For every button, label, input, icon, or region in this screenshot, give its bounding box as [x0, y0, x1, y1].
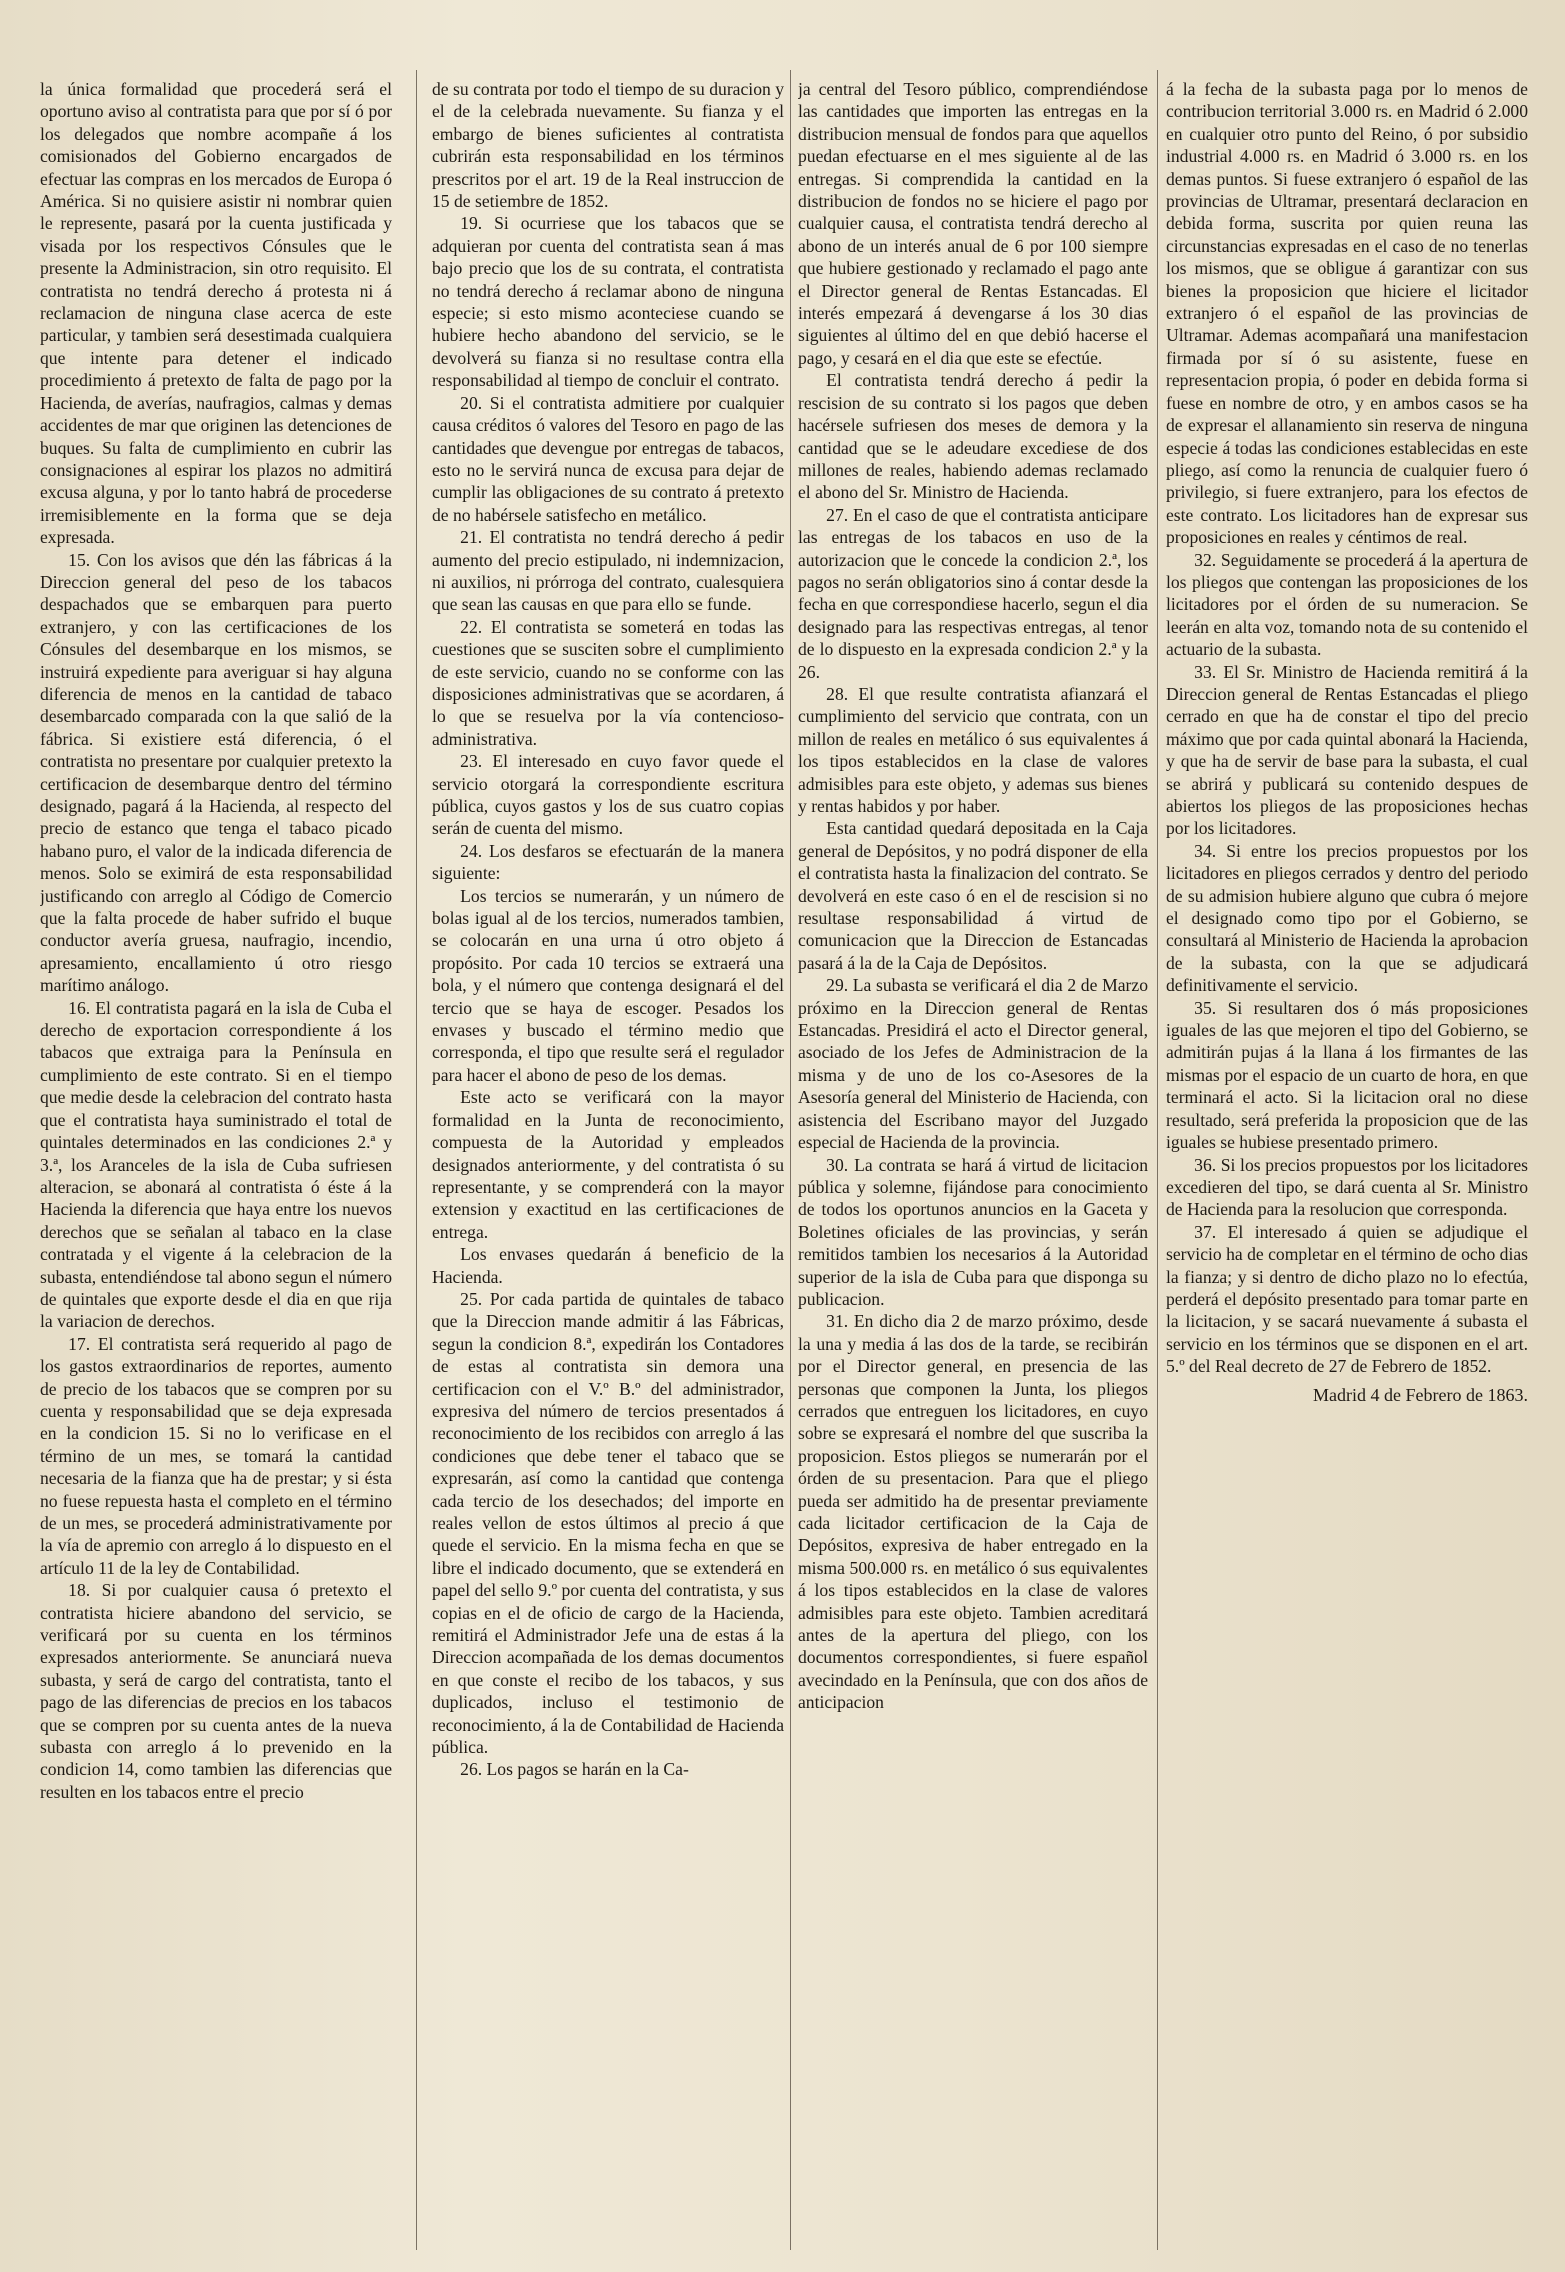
paragraph: Los envases quedarán á beneficio de la Hacienda.: [432, 1244, 784, 1287]
text-column-3: [798, 78, 1148, 2248]
clause-19: 19. Si ocurriese que los tabacos que se adquieran por cuenta del contratista sean á mas bajo precio que los de su contrata, el contratista no tendrá derecho á reclamar abono de ninguna especie; si esto mismo aconteciese cuando se hubiere hecho abandono del servicio, se le devolverá su fianza si no resultase contra ella responsabilidad al tiempo de concluir el contrato.: [432, 213, 784, 391]
clause-27: 27. En el caso de que el contratista anticipare las entregas de los tabacos en uso de la autorizacion que le concede la condicion 2.ª, los pagos no serán obligatorios sino á contar desde la fecha en que correspondiese hacerlo, segun el dia designado para las respectivas entregas, al tenor de lo dispuesto en la expresada condicion 2.ª y la 26.: [798, 504, 1148, 682]
clause-20: 20. Si el contratista admitiere por cualquier causa créditos ó valores del Tesoro en pago de las cantidades que devengue por entregas de tabacos, esto no le servirá nunca de excusa para dejar de cumplir las obligaciones de su contrato á pretexto de no habérsele satisfecho en metálico.: [432, 392, 784, 525]
clause-24: 24. Los desfaros se efectuarán de la manera siguiente:: [432, 840, 784, 884]
text-column-2: [432, 78, 784, 2248]
clause-37: 37. El interesado á quien se adjudique el servicio ha de completar en el término de ocho dias la fianza; y si dentro de dicho plazo no lo efectúa, perderá el depósito presentado para tomar parte en la licitacion, y se sacará nuevamente á subasta el servicio en los términos que se disponen en el art. 5.º del Real decreto de 27 de Febrero de 1852.: [1166, 1221, 1528, 1377]
clause-29: 29. La subasta se verificará el dia 2 de Marzo próximo en la Direccion general de Rentas Estancadas. Presidirá el acto el Director general, asociado de los Jefes de Administracion de la misma y de uno de los co-Asesores de la Asesoría general del Ministerio de Hacienda, con asistencia del Escribano mayor del Juzgado especial de Hacienda de la provincia.: [798, 975, 1148, 1153]
clause-23: 23. El interesado en cuyo favor quede el servicio otorgará la correspondiente escritura pública, cuyos gastos y los de sus cuatro copias serán de cuenta del mismo.: [432, 751, 784, 839]
clause-25: 25. Por cada partida de quintales de tabaco que la Direccion mande admitir á las Fábricas, segun la condicion 8.ª, expedirán los Contadores de estas al contratista sin demora una certificacion con el V.º B.º del administrador, expresiva del número de tercios presentados á reconocimiento de los recibidos con arreglo á las condiciones que debe tener el tabaco que se expresarán, así como la cantidad que contenga cada tercio de los desechados; del importe en reales vellon de estos últimos al precio á que quede el servicio. En la misma fecha en que se libre el indicado documento, que se extenderá en papel del sello 9.º por cuenta del contratista, y sus copias en el de oficio de cargo de la Hacienda, remitirá el Administrador Jefe una de estas á la Direccion acompañada de los demas documentos en que conste el recibo de los tabacos, y sus duplicados, incluso el testimonio de reconocimiento, á la de Contabilidad de Hacienda pública.: [432, 1288, 784, 1758]
paragraph: Este acto se verificará con la mayor formalidad en la Junta de reconocimiento, compuesta de la Autoridad y empleados designados anteriormente, y del contratista ó su representante, y se comprenderá con la mayor extension y exactitud en las certificaciones de entrega.: [432, 1087, 784, 1242]
paragraph: ja central del Tesoro público, comprendiéndose las cantidades que importen las entregas en la distribucion mensual de fondos para que aquellos puedan efectuarse en el mes siguiente al de las entregas. Si comprendida la cantidad en la distribucion de fondos no se hiciere el pago por cualquier causa, el contratista tendrá derecho al abono de un interés anual de 6 por 100 siempre que hubiere gestionado y reclamado el pago ante el Director general de Rentas Estancadas. El interés empezará á devengarse á los 30 dias siguientes al último del en que debió hacerse el pago, y cesará en el dia que este se efectúe.: [798, 79, 1148, 368]
paragraph: la única formalidad que procederá será el oportuno aviso al contratista para que por sí ó por los delegados que nombre acompañe á los comisionados del Gobierno encargados de efectuar las compras en los mercados de Europa ó América. Si no quisiere asistir ni nombrar quien le represente, pasará por la cuenta justificada y visada por los respectivos Cónsules que le presente la Administracion, sin otro requisito. El contratista no tendrá derecho á protesta ni á reclamacion de ninguna clase acerca de este particular, y tambien será desestimada cualquiera que intente para detener el indicado procedimiento á pretexto de falta de pago por la Hacienda, de averías, naufragios, calmas y demas accidentes de mar que originen las detenciones de buques. Su falta de cumplimiento en cubrir las consignaciones al espirar los plazos no admitirá excusa alguna, y por lo tanto habrá de procederse irremisiblemente en la forma que se deja expresada.: [40, 79, 392, 548]
clause-28: 28. El que resulte contratista afianzará el cumplimiento del servicio que contrata, con un millon de reales en metálico ó sus equivalentes á los tipos establecidos en la clase de valores admisibles para este objeto, y ademas sus bienes y rentas habidos y por haber.: [798, 683, 1148, 816]
clause-36: 36. Si los precios propuestos por los licitadores excedieren del tipo, se dará cuenta al Sr. Ministro de Hacienda para la resolucion que corresponda.: [1166, 1154, 1528, 1220]
paragraph: Los tercios se numerarán, y un número de bolas igual al de los tercios, numerados tambien, se colocarán en una urna ú otro objeto á propósito. Por cada 10 tercios se extraerá una bola, y el número que contenga designará el del tercio que se haya de escoger. Pesados los envases y buscado el término medio que corresponda, el tipo que resulte será el regulador para hacer el abono de peso de los demas.: [432, 885, 784, 1085]
clause-26: 26. Los pagos se harán en la Ca-: [460, 1759, 689, 1780]
clause-18: 18. Si por cualquier causa ó pretexto el contratista hiciere abandono del servicio, se verificará por su cuenta en los términos expresados anteriormente. Se anunciará nueva subasta, y será de cargo del contratista, tanto el pago de las diferencias de precios en los tabacos que se compren por su cuenta antes de la nueva subasta con arreglo á lo prevenido en la condicion 14, como tambien las diferencias que resulten en los tabacos entre el precio: [40, 1580, 392, 1802]
clause-21: 21. El contratista no tendrá derecho á pedir aumento del precio estipulado, ni indemnizacion, ni auxilios, ni prórroga del contrato, cualesquiera que sean las causas en que para ello se funde.: [432, 527, 784, 615]
clause-22: 22. El contratista se someterá en todas las cuestiones que se susciten sobre el cumplimiento de este servicio, cuando no se conforme con las disposiciones administrativas que se acordaren, á lo que se resuelva por la vía contencioso-administrativa.: [432, 616, 784, 749]
paragraph: Esta cantidad quedará depositada en la Caja general de Depósitos, y no podrá disponer de ella el contratista hasta la finalizacion del contrato. Se devolverá en este caso ó en el de rescision si no resultase responsabilidad á virtud de comunicacion que la Direccion de Estancadas pasará á la de la Caja de Depósitos.: [798, 818, 1148, 973]
clause-31: 31. En dicho dia 2 de marzo próximo, desde la una y media á las dos de la tarde, se recibirán por el Director general, en presencia de las personas que componen la Junta, los pliegos cerrados que entreguen los licitadores, en cuyo sobre se expresará el nombre del que suscriba la proposicion. Estos pliegos se numerarán por el órden de su presentacion. Para que el pliego pueda ser admitido ha de presentar previamente cada licitador certificacion de la Caja de Depósitos, expresiva de haber entregado en la misma 500.000 rs. en metálico ó sus equivalentes á los tipos establecidos en la clase de valores admisibles para este objeto. Tambien acreditará antes de la apertura del pliego, con los documentos correspondientes, si fuere español avecindado en la Península, que con dos años de anticipacion: [798, 1311, 1148, 1713]
text-column-1: [40, 78, 392, 2248]
paragraph: El contratista tendrá derecho á pedir la rescision de su contrato si los pagos que deben hacérsele sufriesen dos meses de demora y la cantidad que se le adeudare excediese de dos millones de reales, habiendo ademas reclamado el abono del Sr. Ministro de Hacienda.: [798, 370, 1148, 503]
clause-17: 17. El contratista será requerido al pago de los gastos extraordinarios de reportes, aumento de precio de los tabacos que se compren por su cuenta y responsabilidad que se deja expresada en la condicion 15. Si no lo verificase en el término de un mes, se tomará la cantidad necesaria de la fianza que ha de prestar; y si ésta no fuese repuesta hasta el completo en el término de un mes, se procederá administrativamente por la vía de apremio con arreglo á lo dispuesto en el artículo 11 de la ley de Contabilidad.: [40, 1333, 392, 1578]
signature-date: Madrid 4 de Febrero de 1863.: [1313, 1384, 1528, 1405]
clause-34: 34. Si entre los precios propuestos por los licitadores en pliegos cerrados y dentro del periodo de su admision hubiere alguno que cubra ó mejore el designado como tipo por el Gobierno, se consultará al Ministerio de Hacienda la aprobacion de la subasta, con la que se adjudicará definitivamente el servicio.: [1166, 840, 1528, 996]
clause-33: 33. El Sr. Ministro de Hacienda remitirá á la Direccion general de Rentas Estancadas el pliego cerrado en que ha de constar el tipo del precio máximo que por cada quintal abonará la Hacienda, y que ha de servir de base para la subasta, el cual se abrirá y publicará su contenido despues de abiertos los pliegos de las proposiciones hechas por los licitadores.: [1166, 661, 1528, 839]
clause-30: 30. La contrata se hará á virtud de licitacion pública y solemne, fijándose para conocimiento de todos los oportunos anuncios en la Gaceta y Boletines oficiales de las provincias, y serán remitidos tambien los necesarios á la Autoridad superior de la isla de Cuba para que disponga su publicacion.: [798, 1154, 1148, 1309]
paragraph: de su contrata por todo el tiempo de su duracion y el de la celebrada nuevamente. Su fianza y el embargo de bienes suficientes al contratista cubrirán esta responsabilidad en los términos prescritos por el art. 19 de la Real instruccion de 15 de setiembre de 1852.: [432, 79, 784, 212]
column-rule: [790, 70, 791, 2250]
text-column-4: [1166, 78, 1528, 2248]
column-rule: [1157, 70, 1158, 2250]
clause-15: 15. Con los avisos que dén las fábricas á la Direccion general del peso de los tabacos despachados que se embarquen para puerto extranjero, y con las certificaciones de los Cónsules del desembarque en los mismos, se instruirá expediente para averiguar si hay alguna diferencia de menos en la cantidad de tabaco desembarcado comparada con la que salió de la fábrica. Si existiere está diferencia, ó el contratista no presentare por cualquier pretexto la certificacion de desembarque dentro del término designado, pagará á la Hacienda, al respecto del precio de estanco que tenga el tabaco picado habano puro, el valor de la indicada diferencia de menos. Solo se eximirá de esta responsabilidad justificando con arreglo al Código de Comercio que la falta procede de haber sufrido el buque conductor avería gruesa, naufragio, incendio, apresamiento, encallamiento ú otro riesgo marítimo análogo.: [40, 549, 392, 996]
clause-35: 35. Si resultaren dos ó más proposiciones iguales de las que mejoren el tipo del Gobierno, se admitirán pujas á la llana á los firmantes de las mismas por el espacio de un cuarto de hora, en que terminará el acto. Si la licitacion oral no diese resultado, será preferida la proposicion que de las iguales se hubiese presentado primero.: [1166, 997, 1528, 1153]
paragraph: á la fecha de la subasta paga por lo menos de contribucion territorial 3.000 rs. en Madrid ó 2.000 en cualquier otro punto del Reino, ó por subsidio industrial 4.000 rs. en Madrid ó 3.000 rs. en los demas puntos. Si fuese extranjero ó español de las provincias de Ultramar, presentará declaracion en debida forma, suscrita por quien reuna las circunstancias expresadas en el caso de no tenerlas los mismos, que se obligue á garantizar con sus bienes la proposicion que hiciere el licitador extranjero ó el español de las provincias de Ultramar. Ademas acompañará una manifestacion firmada por sí ó su asistente, fuese en representacion propia, ó poder en debida forma si fuese en nombre de otro, y en ambos casos se ha de expresar el allanamiento sin reserva de ninguna especie á todas las condiciones establecidas en este pliego, así como la renuncia de cualquier fuero ó privilegio, si fuere extranjero, para los efectos de este contrato. Los licitadores han de expresar sus proposiciones en reales y céntimos de real.: [1166, 79, 1528, 548]
clause-32: 32. Seguidamente se procederá á la apertura de los pliegos que contengan las proposiciones de los licitadores por el órden de su numeracion. Se leerán en alta voz, tomando nota de su contenido el actuario de la subasta.: [1166, 549, 1528, 660]
column-rule: [416, 70, 417, 2250]
clause-16: 16. El contratista pagará en la isla de Cuba el derecho de exportacion correspondiente á los tabacos que extraiga para la Península en cumplimiento de este contrato. Si en el tiempo que medie desde la celebracion del contrato hasta que el contratista haya suministrado el total de quintales determinados en las condiciones 2.ª y 3.ª, los Aranceles de la isla de Cuba sufriesen alteracion, se abonará al contratista ó éste á la Hacienda la diferencia que haya entre los nuevos derechos que se señalan al tabaco en la clase contratada y el vigente á la celebracion de la subasta, entendiéndose tal abono segun el número de quintales que exporte desde el dia en que rija la variacion de derechos.: [40, 997, 392, 1332]
